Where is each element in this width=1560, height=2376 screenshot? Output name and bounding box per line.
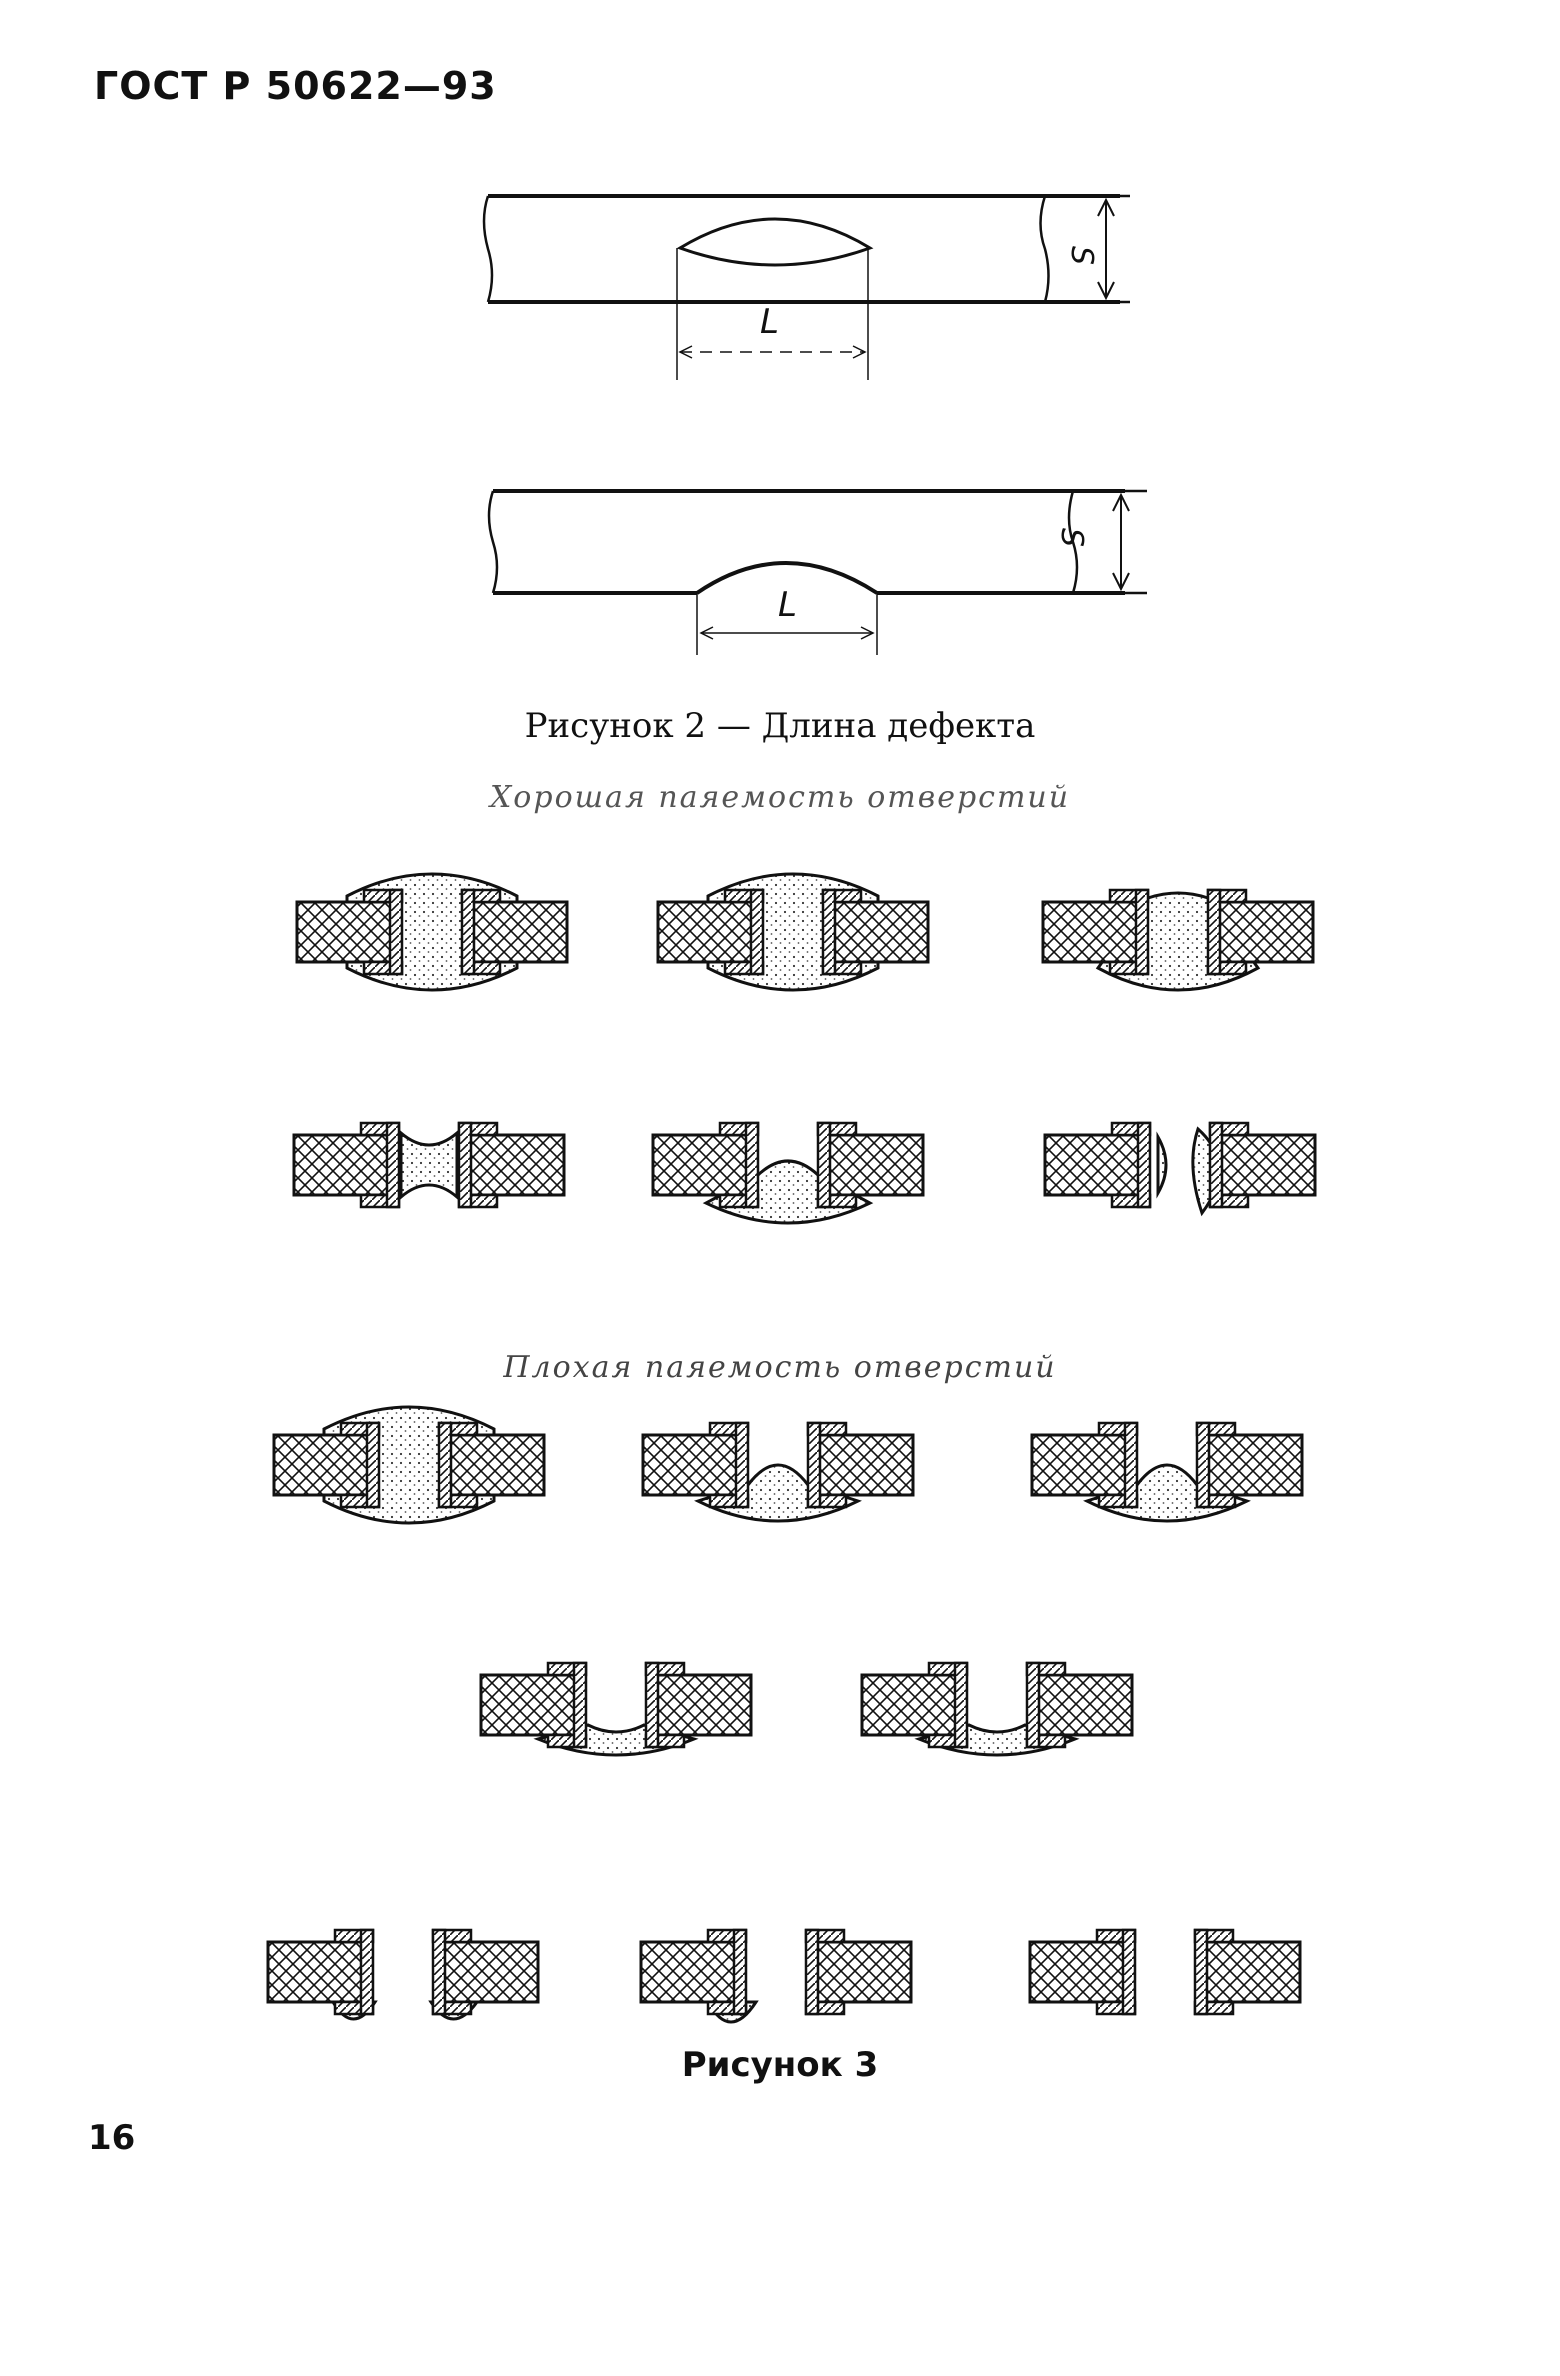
figure-2-caption: Рисунок 2 — Длина дефекта: [524, 706, 1036, 746]
defect-length-diagram-internal: [470, 180, 1190, 400]
thickness-label-top: S: [1064, 245, 1100, 266]
via-solder-cross-section: [1033, 847, 1323, 1017]
via-solder-cross-section: [1035, 1080, 1325, 1250]
via-solder-cross-section: [264, 1380, 554, 1550]
via-solder-cross-section: [633, 1380, 923, 1550]
figure-3-caption: Рисунок 3: [681, 2045, 879, 2085]
via-solder-cross-section: [648, 847, 938, 1017]
via-solder-cross-section: [643, 1080, 933, 1250]
via-solder-cross-section: [631, 1887, 921, 2057]
via-solder-cross-section: [258, 1887, 548, 2057]
via-solder-cross-section: [852, 1620, 1142, 1790]
via-solder-cross-section: [284, 1080, 574, 1250]
length-label-top: L: [760, 302, 779, 342]
via-solder-cross-section: [471, 1620, 761, 1790]
poor-solderability-label: Плохая паяемость отверстий: [503, 1350, 1057, 1385]
page-number: 16: [88, 2118, 136, 2158]
thickness-label-bottom: S: [1054, 527, 1090, 548]
via-solder-cross-section: [1022, 1380, 1312, 1550]
length-label-bottom: L: [778, 585, 797, 625]
via-solder-cross-section: [1020, 1887, 1310, 2057]
good-solderability-label: Хорошая паяемость отверстий: [489, 780, 1071, 815]
via-solder-cross-section: [287, 847, 577, 1017]
defect-length-diagram-surface: [475, 475, 1195, 675]
document-header: ГОСТ Р 50622—93: [94, 64, 497, 108]
